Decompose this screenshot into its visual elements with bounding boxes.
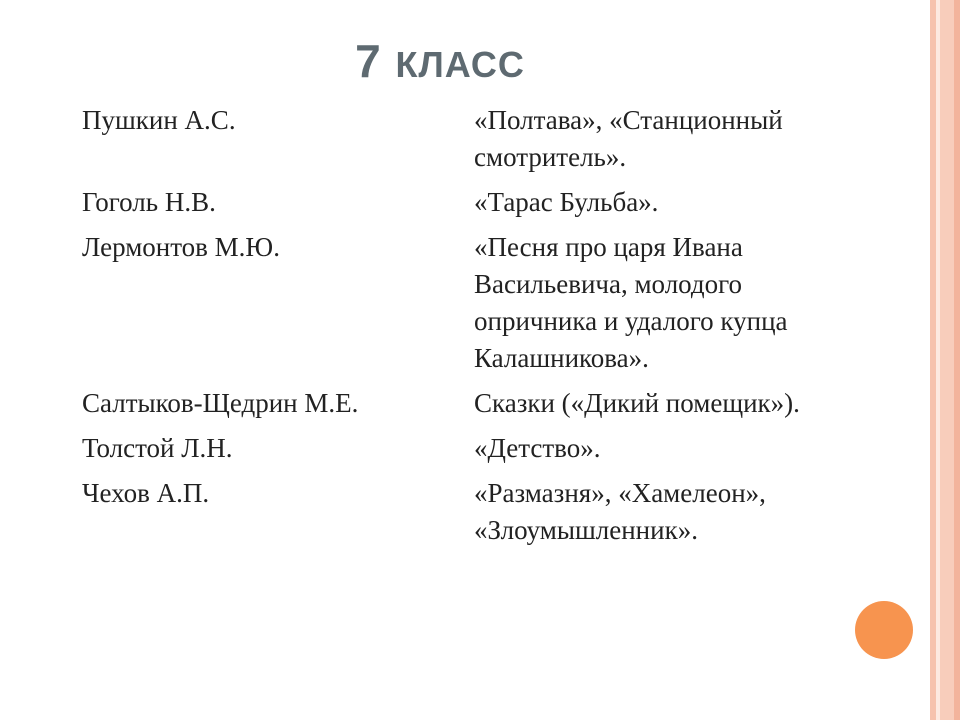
decorative-circle [855, 601, 913, 659]
author-name: Пушкин А.С. [82, 105, 236, 135]
table-row [82, 184, 862, 221]
decorative-border [930, 0, 960, 720]
work-title: «Тарас Бульба». [474, 187, 659, 217]
author-name: Лермонтов М.Ю. [82, 232, 280, 262]
table-row [82, 102, 862, 176]
table-row [82, 229, 862, 377]
border-stripe [954, 0, 960, 720]
author-name: Чехов А.П. [82, 478, 210, 508]
author-name: Толстой Л.Н. [82, 433, 233, 463]
work-title: Сказки («Дикий помещик»). [474, 388, 800, 418]
work-title: «Песня про царя Ивана Васильевича, молодого опричника и удалого купца Калашникова». [474, 232, 788, 373]
author-works-table [82, 102, 862, 557]
slide-title [0, 34, 880, 88]
border-stripe [940, 0, 954, 720]
author-name: Салтыков-Щедрин М.Е. [82, 388, 359, 418]
work-title: «Детство». [474, 433, 601, 463]
table-row [82, 385, 862, 422]
title-number: 7 [355, 35, 382, 87]
work-title: «Полтава», «Станционный смотритель». [474, 105, 783, 172]
work-title: «Размазня», «Хамелеон», «Злоумышленник». [474, 478, 766, 545]
author-name: Гоголь Н.В. [82, 187, 216, 217]
table-row [82, 475, 862, 549]
title-word: КЛАСС [395, 44, 525, 85]
table-row [82, 430, 862, 467]
